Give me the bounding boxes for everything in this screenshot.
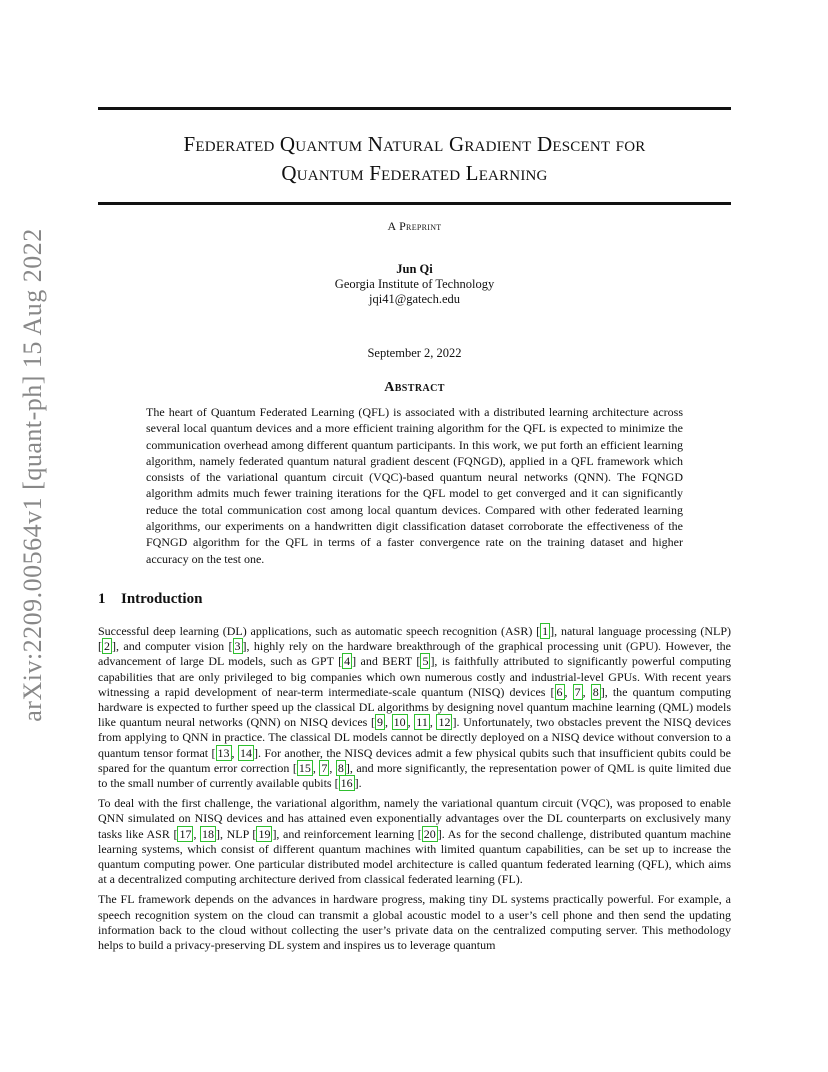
citation-link[interactable]: 19 [258,826,271,841]
author-email[interactable]: jqi41@gatech.edu [369,292,460,306]
citation-link[interactable]: 13 [217,745,230,760]
title-rule-top [98,107,731,110]
citation-link[interactable]: 12 [438,715,451,730]
section-title: Introduction [121,591,203,607]
citation-link[interactable]: 15 [298,760,311,775]
citation-link[interactable]: 8 [337,760,344,775]
citation-link[interactable]: 16 [340,776,353,791]
abstract-heading: Abstract [384,380,445,395]
title-rule-bottom [98,202,731,205]
citation-link[interactable]: 20 [423,826,436,841]
title-line-1: Federated Quantum Natural Gradient Descent for [183,132,646,156]
citation-link[interactable]: 4 [344,654,351,669]
paragraph: Successful deep learning (DL) applications, such as automatic speech recognition (ASR) [ 1 ], natural language processing (NLP) [ 2 ], and computer vision [ 3 ], highly rely on the hardware breakthrough of the graphical processing unit (GPU). However, the advancement of large DL models, such as GPT [ 4 ] and BERT [ 5 ], is faithfully attributed to significantly powerful computing capabilities that are only privileged to big companies which own numerous costly and industrial-level GPUs. With recent years witnessing a rapid development of near-term intermediate-scale quantum (NISQ) devices [ 6 , 7 , 8 ], the quantum computing hardware is expected to further speed up the classical DL algorithms by designing novel quantum machine learning (QML) models like quantum neural networks (QNN) on NISQ devices [ 9 , 10 , 11 , 12 ]. Unfortunately, two obstacles prevent the NISQ devices from applying to QNN in practice. The classical DL models cannot be directly deployed on a NISQ device without conversion to a quantum tensor format [ 13 , 14 ]. For another, the NISQ devices admit a few physical qubits such that insufficient qubits could be spared for the quantum error correction [ 15 , 7 , 8 ], and more significantly, the representation power of QML is quite limited due to the small number of currently available qubits [ 16 ]. [98,624,732,791]
preprint-label: A Preprint [387,219,442,233]
paragraph: To deal with the first challenge, the variational algorithm, namely the variational quantum circuit (VQC), was proposed to enable QNN simulated on NISQ devices and has attained even exponentially advantages over the DL counterparts on exclusively many tasks like ASR [ 17 , 18 ], NLP [ 19 ], and reinforcement learning [ 20 ]. As for the second challenge, distributed quantum machine learning systems, which consist of different quantum machines with limited quantum capabilities, can be set up to increase the quantum computing power. One particular distributed model architecture is called quantum federated learning (QFL), which aims at a decentralized computing architecture derived from classical federated learning (FL). [98,796,732,887]
citation-link[interactable]: 14 [239,745,252,760]
citation-link[interactable]: 18 [202,826,215,841]
citation-link[interactable]: 9 [376,715,383,730]
section-number: 1 [98,591,106,607]
citation-link[interactable]: 8 [592,684,599,699]
citation-link[interactable]: 1 [542,624,549,638]
citation-link[interactable]: 6 [556,684,563,699]
author-block [98,262,731,307]
citation-link[interactable]: 11 [416,715,428,730]
paper-date: September 2, 2022 [367,346,462,360]
paragraph: The FL framework depends on the advances in hardware progress, making tiny DL systems practically powerful. For example, a speech recognition system on the cloud can transmit a global acoustic model to a user’s cell phone and then send the updating information back to the cloud without collecting the user’s private data on the centralized computing server. This methodology helps to build a privacy-preserving DL system and inspires us to leverage quantum [98,892,731,953]
citation-link[interactable]: 5 [422,654,429,669]
citation-link[interactable]: 10 [393,715,406,730]
citation-link[interactable]: 3 [234,639,241,654]
author-name: Jun Qi [396,262,433,276]
author-affiliation: Georgia Institute of Technology [334,277,495,291]
citation-link[interactable]: 7 [574,684,581,699]
paper-title [98,130,731,188]
arxiv-id-text: arXiv:2209.00564v1 [quant-ph] 15 Aug 2022 [18,228,47,722]
citation-link[interactable]: 2 [104,639,110,654]
title-line-2: Quantum Federated Learning [281,161,548,185]
citation-link[interactable]: 7 [321,760,328,775]
citation-link[interactable]: 17 [179,826,192,841]
section-heading [98,591,202,608]
arxiv-sidebar-stamp [6,228,60,722]
abstract-body: The heart of Quantum Federated Learning (QFL) is associated with a distributed learning architecture across several local quantum devices and a more efficient training algorithm for the QFL is expected to minimize the communication overhead among different quantum participants. In this work, we put forth an efficient learning algorithm, namely federated quantum natural gradient descent (FQNGD), applied in a QFL framework which consists of the variational quantum circuit (VQC)-based quantum neural networks (QNN). The FQNGD algorithm admits much fewer training iterations for the QFL model to get converged and it can significantly reduce the total communication cost among local quantum devices. Compared with other federated learning algorithms, our experiments on a handwritten digit classification dataset corroborate the effectiveness of the FQNGD algorithm for the QFL in terms of a faster convergence rate on the training dataset and higher accuracy on the test one. [146,405,683,566]
introduction-body [98,624,731,958]
